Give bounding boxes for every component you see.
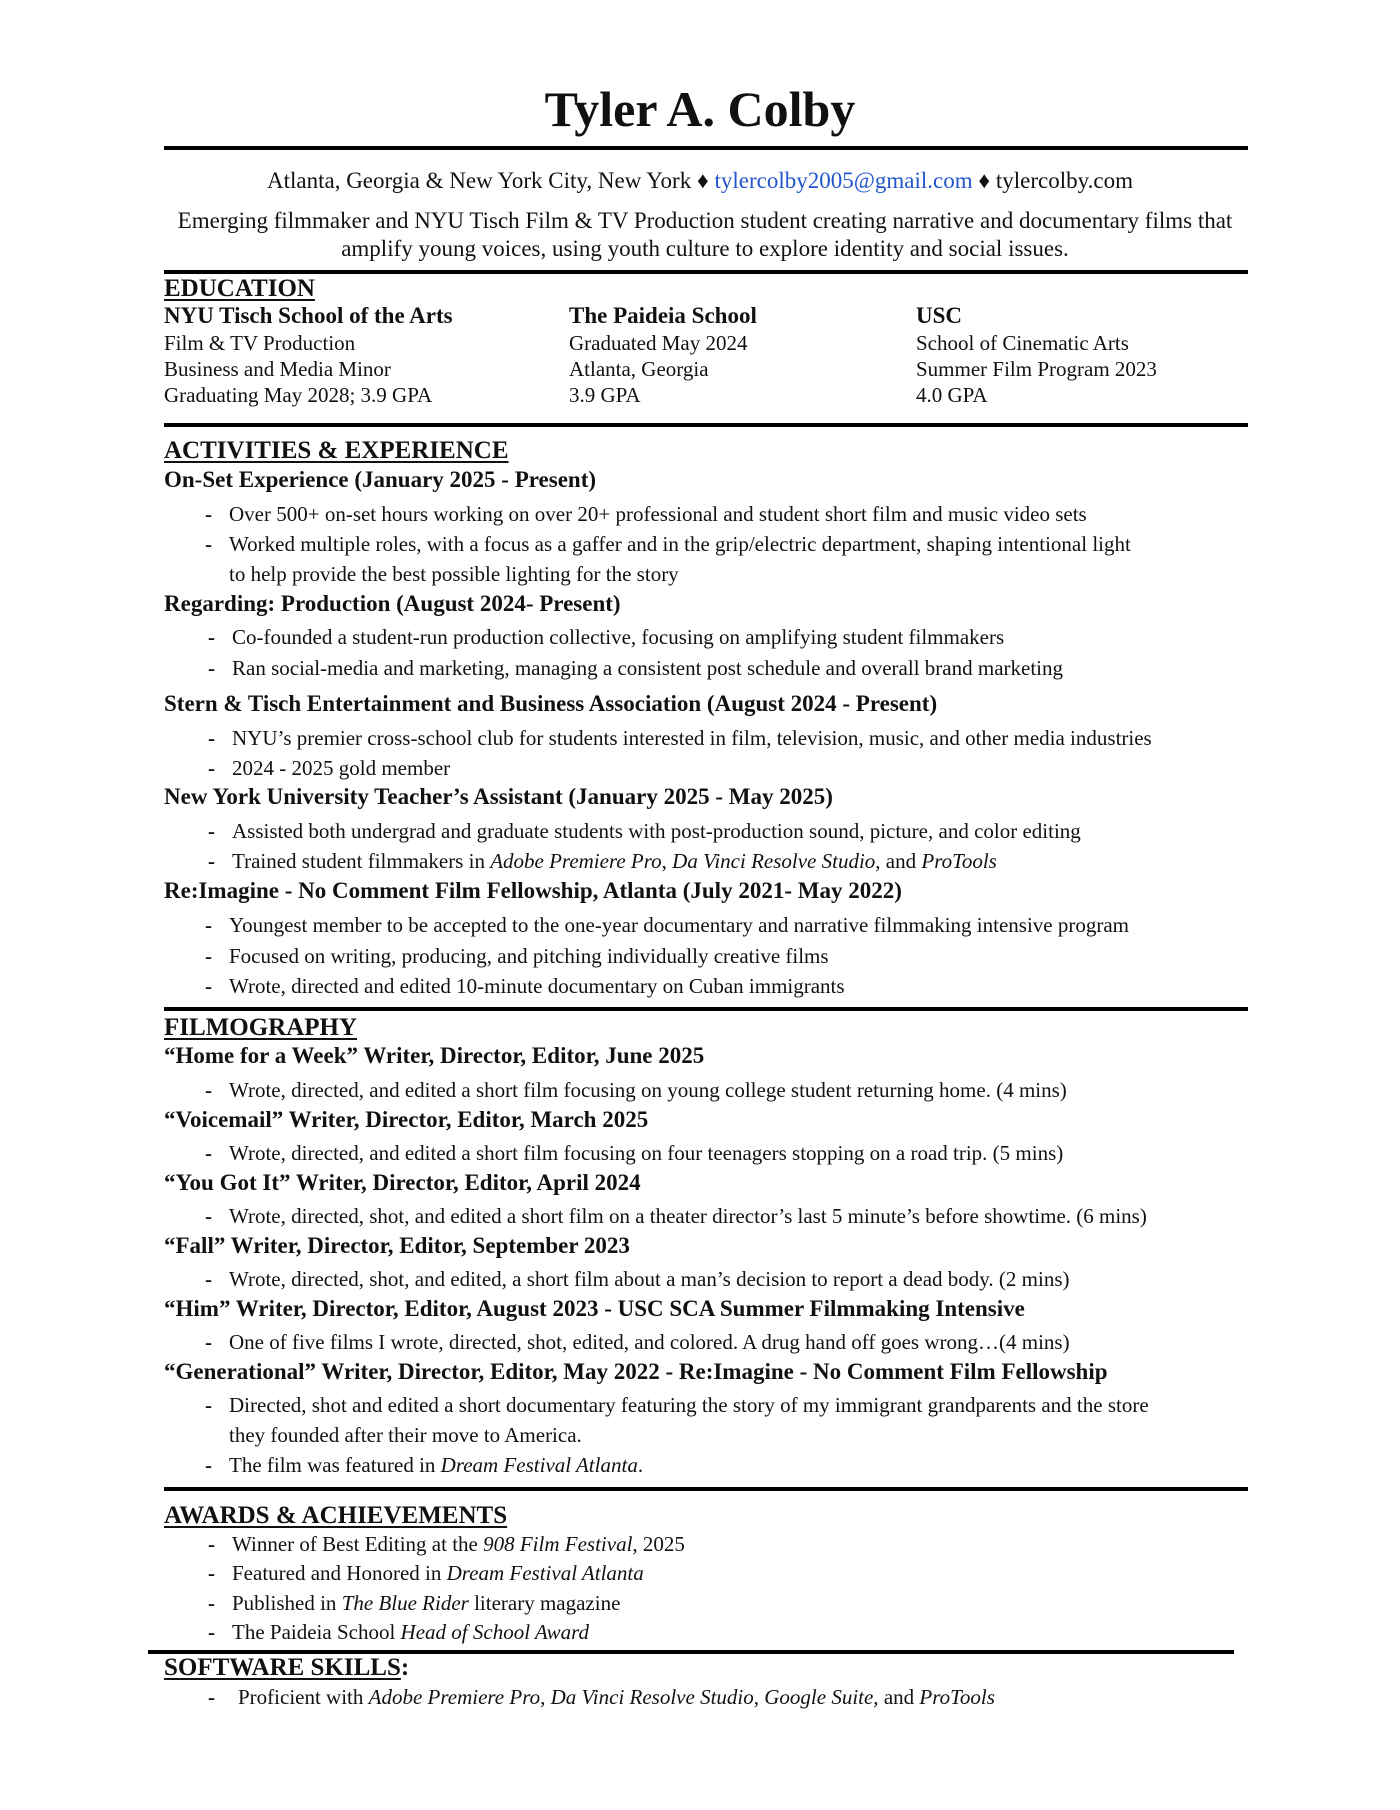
film-bullet: - Wrote, directed, shot, and edited a short film on a theater director’s last 5 minute’s before showtime. (6 mins) (205, 1204, 1147, 1228)
school-name: NYU Tisch School of the Arts (164, 303, 453, 328)
candidate-name: Tyler A. Colby (544, 81, 856, 137)
school-detail: School of Cinematic Arts (916, 331, 1129, 355)
separator-diamond-icon: ♦ (696, 168, 709, 193)
film-title: “Voicemail” Writer, Director, Editor, March 2025 (164, 1107, 649, 1132)
experience-title: New York University Teacher’s Assistant (January 2025 - May 2025) (164, 784, 833, 809)
film-bullet: - One of five films I wrote, directed, shot, edited, and colored. A drug hand off goes wrong…(4 mins) (205, 1330, 1070, 1354)
school-detail: Graduated May 2024 (569, 331, 748, 355)
experience-bullet: - Trained student filmmakers in Adobe Premiere Pro, Da Vinci Resolve Studio, and ProTools (208, 849, 997, 873)
school-detail: 3.9 GPA (569, 383, 641, 407)
film-bullet: - Directed, shot and edited a short documentary featuring the story of my immigrant grandparents and the store (205, 1393, 1149, 1417)
experience-title: On-Set Experience (January 2025 - Present) (164, 467, 597, 492)
education-school-nyu (164, 302, 453, 408)
experience-bullet: - Focused on writing, producing, and pitching individually creative films (205, 944, 829, 968)
film-bullet-continuation: they founded after their move to America. (229, 1423, 582, 1447)
section-divider (164, 270, 1248, 274)
school-detail: Business and Media Minor (164, 357, 391, 381)
school-detail: Graduating May 2028; 3.9 GPA (164, 383, 433, 407)
experience-bullet: - Worked multiple roles, with a focus as a gaffer and in the grip/electric department, shaping intentional light (205, 532, 1131, 556)
film-bullet: - Wrote, directed, and edited a short film focusing on young college student returning home. (4 mins) (205, 1078, 1067, 1102)
award-item: - Featured and Honored in Dream Festival Atlanta (208, 1561, 644, 1585)
experience-bullet: - 2024 - 2025 gold member (208, 756, 451, 780)
experience-title: Re:Imagine - No Comment Film Fellowship, Atlanta (July 2021- May 2022) (164, 878, 902, 903)
experience-bullet: - Over 500+ on-set hours working on over 20+ professional and student short film and music video sets (205, 502, 1087, 526)
section-divider (164, 1487, 1248, 1491)
experience-bullet: - Youngest member to be accepted to the one-year documentary and narrative filmmaking intensive program (205, 913, 1129, 937)
experience-title: Regarding: Production (August 2024- Present) (164, 591, 621, 616)
experience-bullet: - Co-founded a student-run production collective, focusing on amplifying student filmmakers (208, 625, 1005, 649)
experience-title: Stern & Tisch Entertainment and Business Association (August 2024 - Present) (164, 691, 938, 716)
film-bullet: - The film was featured in Dream Festival Atlanta. (205, 1453, 644, 1477)
film-title: “Generational” Writer, Director, Editor, May 2022 - Re:Imagine - No Comment Film Fellowship (164, 1359, 1108, 1384)
film-title: “You Got It” Writer, Director, Editor, April 2024 (164, 1170, 641, 1195)
award-item: - Published in The Blue Rider literary magazine (208, 1591, 621, 1615)
experience-bullet: - Assisted both undergrad and graduate students with post-production sound, picture, and color editing (208, 819, 1081, 843)
school-detail: Film & TV Production (164, 331, 356, 355)
separator-diamond-icon: ♦ (978, 168, 991, 193)
email-link[interactable]: tylercolby2005@gmail.com (714, 168, 973, 193)
education-school-usc (916, 302, 1157, 408)
film-bullet: - Wrote, directed, shot, and edited, a short film about a man’s decision to report a dead body. (2 mins) (205, 1267, 1070, 1291)
experience-bullet: - Wrote, directed and edited 10-minute documentary on Cuban immigrants (205, 974, 845, 998)
film-title: “Him” Writer, Director, Editor, August 2023 - USC SCA Summer Filmmaking Intensive (164, 1296, 1025, 1321)
awards-heading: AWARDS & ACHIEVEMENTS (164, 1502, 508, 1529)
film-title: “Home for a Week” Writer, Director, Editor, June 2025 (164, 1043, 705, 1068)
profile-summary: Emerging filmmaker and NYU Tisch Film & TV Production student creating narrative and documentary films that amplify young voices, using youth culture to explore identity and social issues. (177, 208, 1233, 261)
school-detail: Summer Film Program 2023 (916, 357, 1157, 381)
experience-bullet: - NYU’s premier cross-school club for students interested in film, television, music, and other media industries (208, 726, 1152, 750)
website-link[interactable]: tylercolby.com (995, 168, 1133, 193)
film-bullet: - Wrote, directed, and edited a short film focusing on four teenagers stopping on a road trip. (5 mins) (205, 1141, 1064, 1165)
software-item: - Proficient with Adobe Premiere Pro, Da Vinci Resolve Studio, Google Suite, and ProTools (208, 1685, 995, 1709)
location-text: Atlanta, Georgia & New York City, New York (267, 168, 692, 193)
section-divider (164, 423, 1248, 427)
school-name: USC (916, 303, 963, 328)
award-item: - The Paideia School Head of School Award (208, 1620, 589, 1644)
filmography-heading: FILMOGRAPHY (164, 1014, 358, 1041)
education-heading: EDUCATION (164, 275, 315, 302)
experience-bullet: - Ran social-media and marketing, managing a consistent post schedule and overall brand marketing (208, 656, 1063, 680)
software-heading: SOFTWARE SKILLS: (164, 1654, 410, 1681)
film-title: “Fall” Writer, Director, Editor, September 2023 (164, 1233, 630, 1258)
section-divider (164, 1007, 1248, 1011)
experience-bullet-continuation: to help provide the best possible lighting for the story (229, 562, 679, 586)
school-detail: 4.0 GPA (916, 383, 988, 407)
activities-heading: ACTIVITIES & EXPERIENCE (164, 437, 509, 464)
school-detail: Atlanta, Georgia (569, 357, 709, 381)
contact-line (140, 167, 1260, 195)
award-item: - Winner of Best Editing at the 908 Film Festival, 2025 (208, 1532, 685, 1556)
school-name: The Paideia School (569, 303, 757, 328)
education-school-paideia (569, 302, 757, 408)
header-divider (164, 146, 1248, 150)
